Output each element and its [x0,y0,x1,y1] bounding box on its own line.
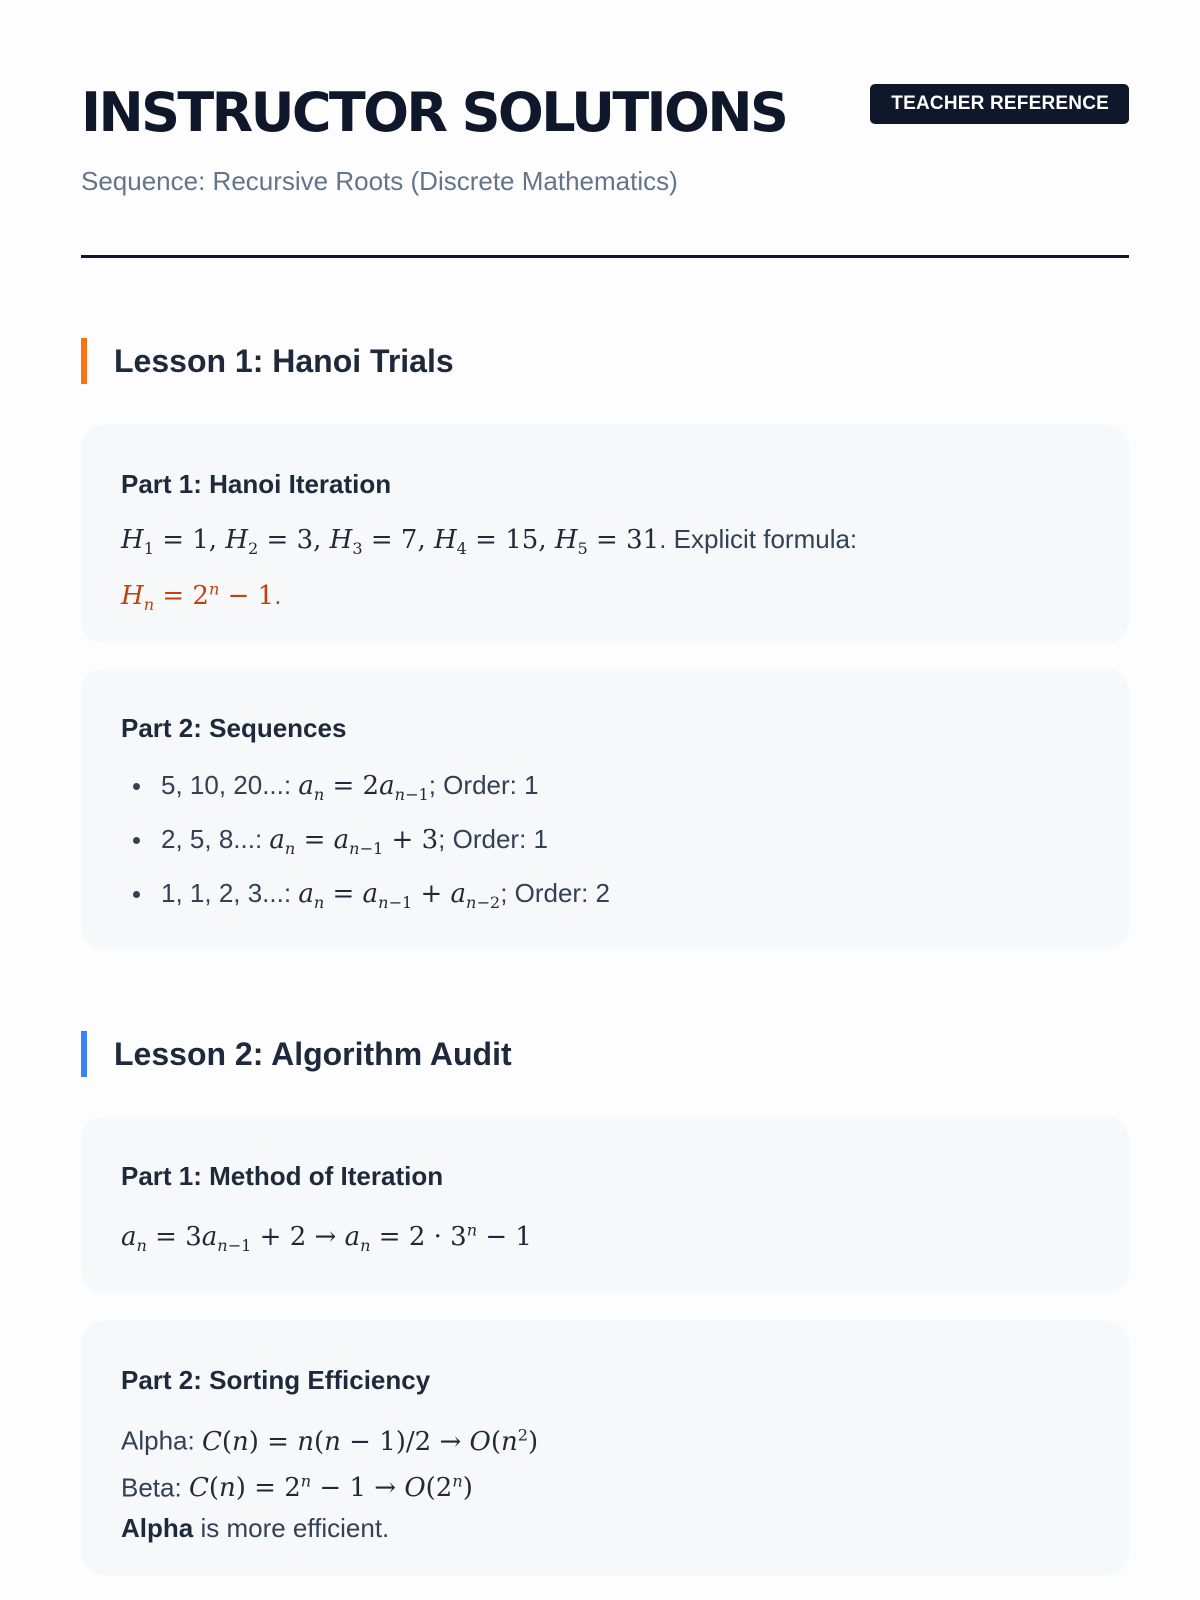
header-divider [81,255,1129,258]
list-item: 2, 5, 8...: $a_n = a_{n-1} + 3$; Order: 1 [121,812,610,866]
efficiency-conclusion: Alpha is more efficient. [121,1513,390,1544]
alpha-complexity: Alpha: $C(n) = n(n - 1)/2 \to O(n^2)$ [121,1425,539,1457]
sorting-efficiency-text [121,1415,538,1548]
hanoi-values-formula: $H_1 = 1$, $H_2 = 3$, $H_3 = 7$, $H_4 = 15$, $H_5 = 31$ [121,525,660,559]
explicit-formula: $H_n = 2^n - 1$. [121,579,282,615]
lesson-1-part-1-card [81,425,1129,643]
page-title: INSTRUCTOR SOLUTIONS [81,81,787,144]
list-item: 5, 10, 20...: $a_n = 2a_{n-1}$; Order: 1 [121,758,610,812]
lesson-1-part-2-card [81,669,1129,949]
explicit-formula-label: . Explicit formula: [659,524,858,554]
lesson-1-part-1-heading: Part 1: Hanoi Iteration [121,469,392,499]
teacher-reference-badge: TEACHER REFERENCE [870,84,1129,124]
beta-complexity: Beta: $C(n) = 2^n - 1 \to O(2^n)$ [121,1471,473,1504]
lesson-2-part-2-heading: Part 2: Sorting Efficiency [121,1365,431,1395]
iteration-formula: $a_n = 3a_{n-1} + 2 \to a_n = 2 \cdot 3^n - 1$ [121,1220,532,1255]
lesson-2-part-1-heading: Part 1: Method of Iteration [121,1161,444,1191]
lesson-2-part-2-card [81,1321,1129,1575]
lesson-2-title: Lesson 2: Algorithm Audit [81,1031,512,1077]
lesson-2-part-1-card [81,1117,1129,1293]
list-item: 1, 1, 2, 3...: $a_n = a_{n-1} + a_{n-2}$; Order: 2 [121,866,610,920]
sequence-list [121,758,610,920]
hanoi-iteration-text [121,519,1081,625]
lesson-1-part-2-heading: Part 2: Sequences [121,713,347,743]
page-subtitle: Sequence: Recursive Roots (Discrete Mathematics) [81,166,678,196]
lesson-1-title: Lesson 1: Hanoi Trials [81,338,454,384]
